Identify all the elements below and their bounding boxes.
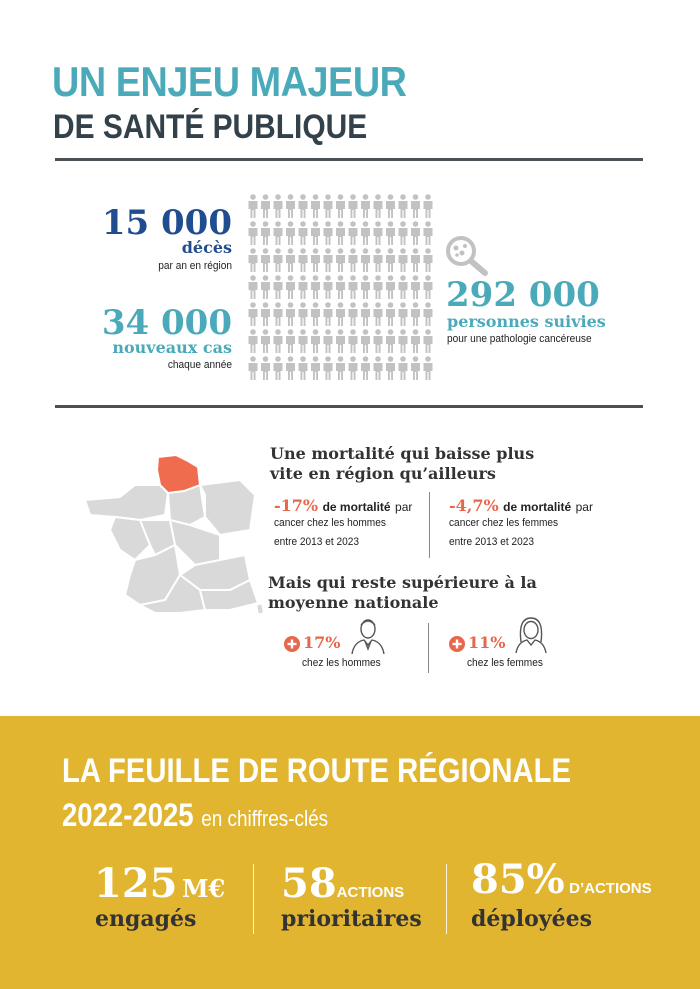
person-icon [386,302,395,326]
person-icon [361,248,370,272]
roadmap-years-line [62,797,328,834]
national-heading-1: Mais qui reste supérieure à la [268,573,537,592]
person-icon [361,329,370,353]
kpi-actions-label: prioritaires [281,906,422,932]
deaths-sub: par an en région [158,260,232,272]
person-icon [361,194,370,218]
person-icon [274,194,283,218]
person-icon [424,248,433,272]
kpi-actions-unit: ACTIONS [336,884,405,901]
person-icon [374,221,383,245]
person-icon [274,275,283,299]
person-icon [361,275,370,299]
person-icon [411,221,420,245]
person-icon [349,194,358,218]
mortality-heading-1: Une mortalité qui baisse plus [270,444,535,463]
followed-sub: pour une pathologie cancéreuse [447,333,592,345]
person-icon [299,248,308,272]
plus-women-label: chez les femmes [467,657,543,669]
person-icon [424,356,433,380]
person-icon [249,275,258,299]
person-icon [424,302,433,326]
person-icon [424,275,433,299]
person-icon [399,302,408,326]
person-icon [249,302,258,326]
person-icon [361,302,370,326]
page-title: UN ENJEU MAJEUR [52,58,407,105]
person-icon [386,275,395,299]
men-mortality-line3: entre 2013 et 2023 [274,536,359,548]
person-icon [299,329,308,353]
kpi-deployed-value: 85% [471,856,565,903]
person-icon [274,221,283,245]
man-avatar-icon [348,615,388,655]
person-icon [274,356,283,380]
person-icon [374,329,383,353]
person-icon [336,356,345,380]
person-icon [324,221,333,245]
person-icon [349,248,358,272]
middle-divider [55,405,643,408]
kpi-separator [446,864,447,934]
person-icon [249,221,258,245]
person-icon [324,329,333,353]
person-icon [261,302,270,326]
women-mortality-par: par [575,500,593,514]
person-icon [399,221,408,245]
person-icon [336,248,345,272]
plus-separator [428,623,429,673]
person-icon [386,221,395,245]
person-icon [286,302,295,326]
women-mortality-bold: de mortalité [503,500,572,514]
person-icon [361,221,370,245]
person-icon [386,356,395,380]
deaths-number: 15 000 [101,203,232,243]
person-icon [424,221,433,245]
kpi-deployed-label: déployées [471,906,592,932]
cases-number: 34 000 [101,303,232,343]
person-icon [424,329,433,353]
person-icon [399,194,408,218]
cases-sub: chaque année [167,359,232,371]
person-icon [311,329,320,353]
national-heading-2: moyenne nationale [268,593,439,612]
person-icon [411,329,420,353]
cases-label: nouveaux cas [112,338,232,357]
person-icon [311,356,320,380]
kpi-deployed [471,856,652,903]
person-icon [249,194,258,218]
roadmap-years: 2022-2025 [62,797,194,833]
women-mortality-value: -4,7% [449,496,499,515]
kpi-budget-value: 125 [94,860,178,907]
person-icon [399,329,408,353]
person-icon [336,194,345,218]
men-mortality-line2: cancer chez les hommes [274,517,386,529]
women-mortality-line3: entre 2013 et 2023 [449,536,534,548]
person-icon [299,194,308,218]
kpi-separator [253,864,254,934]
person-icon [324,302,333,326]
person-icon [411,275,420,299]
person-icon [274,302,283,326]
person-icon [274,248,283,272]
women-mortality [449,496,593,516]
person-icon [411,194,420,218]
person-icon [336,275,345,299]
top-divider [55,158,643,161]
person-icon [261,221,270,245]
person-icon [261,329,270,353]
person-icon [374,302,383,326]
plus-women-value: 11% [468,633,506,652]
person-icon [286,329,295,353]
men-mortality [274,496,412,516]
followed-label: personnes suivies [447,312,606,331]
person-icon [299,221,308,245]
person-icon [299,302,308,326]
person-icon [386,329,395,353]
person-icon [286,221,295,245]
kpi-budget [94,860,225,907]
person-icon [399,248,408,272]
person-icon [324,248,333,272]
person-icon [374,356,383,380]
person-icon [299,356,308,380]
person-icon [349,221,358,245]
person-icon [386,194,395,218]
woman-avatar-icon [512,614,550,654]
person-icon [261,194,270,218]
person-icon [399,275,408,299]
roadmap-title: LA FEUILLE DE ROUTE RÉGIONALE [62,752,572,790]
person-icon [324,356,333,380]
plus-circle-icon [284,636,300,652]
france-map [80,455,265,615]
followed-number: 292 000 [446,275,600,315]
person-icon [249,329,258,353]
person-icon [324,194,333,218]
person-icon [261,248,270,272]
person-icon [361,356,370,380]
person-icon [374,248,383,272]
person-icon [249,356,258,380]
page-subtitle: DE SANTÉ PUBLIQUE [53,108,368,146]
person-icon [399,356,408,380]
plus-men-value: 17% [303,633,341,652]
magnifier-cells-icon [443,233,493,279]
person-icon [311,302,320,326]
men-mortality-value: -17% [274,496,319,515]
mortality-heading-2: vite en région qu’ailleurs [270,464,496,483]
plus-men-label: chez les hommes [302,657,381,669]
person-icon [374,275,383,299]
people-grid [247,192,435,382]
person-icon [336,329,345,353]
person-icon [311,248,320,272]
person-icon [286,194,295,218]
person-icon [324,275,333,299]
person-icon [311,221,320,245]
deaths-label: décès [181,238,232,257]
kpi-deployed-unit: D’ACTIONS [569,880,652,897]
person-icon [311,194,320,218]
person-icon [274,329,283,353]
person-icon [411,356,420,380]
kpi-budget-label: engagés [95,906,197,932]
person-icon [261,356,270,380]
person-icon [261,275,270,299]
person-icon [286,275,295,299]
kpi-actions [281,860,404,907]
person-icon [349,329,358,353]
roadmap-years-suffix: en chiffres-clés [201,806,329,831]
women-mortality-line2: cancer chez les femmes [449,517,559,529]
person-icon [311,275,320,299]
person-icon [349,275,358,299]
men-mortality-par: par [395,500,413,514]
person-icon [424,194,433,218]
person-icon [286,356,295,380]
kpi-budget-unit: M€ [181,874,226,903]
person-icon [374,194,383,218]
person-icon [349,302,358,326]
person-icon [349,356,358,380]
kpi-actions-value: 58 [281,860,337,907]
person-icon [249,248,258,272]
person-icon [299,275,308,299]
mortality-separator [429,492,430,558]
person-icon [286,248,295,272]
person-icon [336,221,345,245]
men-mortality-bold: de mortalité [322,500,391,514]
person-icon [411,302,420,326]
person-icon [386,248,395,272]
person-icon [411,248,420,272]
person-icon [336,302,345,326]
plus-circle-icon [449,636,465,652]
